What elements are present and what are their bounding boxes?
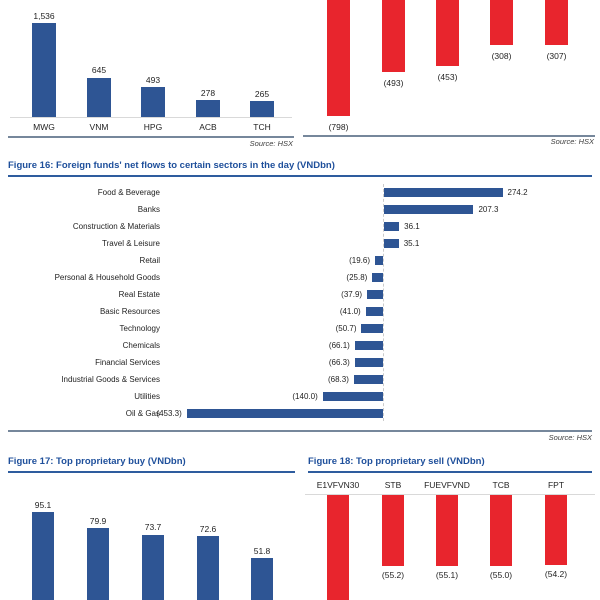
value-label: (55.0)	[489, 570, 513, 580]
source-note: Source: HSX	[550, 137, 594, 146]
bar	[372, 273, 383, 282]
value-label: 645	[91, 65, 107, 76]
category-label: HPG	[143, 121, 163, 132]
value-label: 265	[254, 88, 270, 99]
value-label: 493	[145, 74, 161, 85]
value-label: 35.1	[403, 238, 420, 248]
bar	[384, 188, 503, 197]
category-label: VNM	[89, 121, 109, 132]
x-axis-line	[305, 494, 595, 495]
category-label: FPT	[547, 480, 565, 490]
value-label: (55.1)	[435, 570, 459, 581]
value-label: (140.0)	[292, 391, 318, 401]
value-label: (37.9)	[341, 289, 363, 299]
category-label: Industrial Goods & Services	[61, 374, 160, 384]
bar	[142, 535, 164, 600]
value-label: (68.3)	[327, 374, 349, 384]
bar	[187, 409, 384, 418]
bar	[436, 495, 458, 567]
value-label: 51.8	[253, 545, 271, 556]
value-label: 36.1	[404, 221, 420, 231]
value-label: (66.1)	[328, 340, 350, 350]
category-label: FUEVFVND	[424, 480, 470, 490]
bar	[384, 205, 474, 214]
bar	[32, 23, 56, 117]
value-label: 1,536	[33, 10, 55, 21]
bar	[384, 239, 399, 248]
bar	[545, 0, 568, 45]
bar	[327, 495, 349, 600]
category-label: Banks	[137, 204, 160, 214]
category-label: Food & Beverage	[97, 187, 160, 197]
category-label: TCB	[492, 480, 510, 490]
bar	[323, 392, 384, 401]
source-note: Source: HSX	[249, 139, 293, 148]
value-label: (55.2)	[381, 570, 405, 581]
category-label: STB	[384, 480, 402, 490]
figure16-title: Figure 16: Foreign funds' net flows to certain sectors in the day (VNDbn)	[8, 160, 335, 171]
value-label: (307)	[546, 51, 567, 62]
value-label: (66.3)	[328, 357, 350, 367]
bar	[251, 558, 273, 600]
bar	[196, 100, 220, 117]
figure17-title-underline	[8, 471, 295, 473]
category-label: Personal & Household Goods	[54, 272, 160, 282]
divider-line	[8, 136, 294, 138]
figure18-title-underline	[308, 471, 592, 473]
figure17-title: Figure 17: Top proprietary buy (VNDbn)	[8, 456, 186, 467]
bar	[382, 0, 405, 72]
value-label: (50.7)	[335, 323, 357, 333]
value-label: (798)	[328, 122, 349, 133]
category-label: Construction & Materials	[72, 221, 160, 231]
bar	[366, 307, 384, 316]
category-label: Financial Services	[95, 357, 160, 367]
value-label: 73.7	[144, 522, 162, 533]
value-label: (54.2)	[544, 568, 568, 579]
value-label: (19.6)	[349, 255, 370, 265]
x-axis-line	[10, 117, 292, 118]
bar	[87, 78, 111, 118]
category-label: Retail	[139, 255, 160, 265]
category-label: Technology	[119, 323, 160, 333]
value-label: 278	[200, 87, 216, 98]
category-label: TCH	[253, 121, 271, 132]
source-note: Source: HSX	[548, 433, 592, 442]
value-label: 72.6	[199, 523, 217, 534]
figure16-title-underline	[8, 175, 592, 177]
bar	[384, 222, 400, 231]
bar	[367, 290, 383, 299]
value-label: 95.1	[34, 499, 52, 510]
zero-axis-line	[383, 184, 384, 421]
bar	[197, 536, 219, 600]
value-label: (41.0)	[339, 306, 361, 316]
category-label: Chemicals	[122, 340, 160, 350]
figure18-title: Figure 18: Top proprietary sell (VNDbn)	[308, 456, 485, 467]
bar	[375, 256, 384, 265]
bar	[354, 375, 384, 384]
bar	[355, 358, 384, 367]
category-label: Real Estate	[118, 289, 160, 299]
category-label: MWG	[33, 121, 55, 132]
bar	[327, 0, 350, 116]
bar	[436, 0, 459, 66]
value-label: 274.2	[507, 187, 528, 197]
value-label: (308)	[491, 51, 512, 62]
bar	[87, 528, 109, 600]
category-label: Utilities	[134, 391, 160, 401]
bar	[361, 324, 383, 333]
category-label: Basic Resources	[99, 306, 160, 316]
category-label: E1VFVN30	[316, 480, 360, 490]
bar	[545, 495, 567, 565]
bar	[250, 101, 274, 117]
bar	[141, 87, 165, 117]
value-label: 207.3	[478, 204, 499, 214]
bar	[355, 341, 384, 350]
bar	[32, 512, 54, 600]
value-label: (453.3)	[156, 408, 182, 418]
category-label: ACB	[199, 121, 217, 132]
category-label: Oil & Gas	[125, 408, 160, 418]
value-label: (453)	[437, 72, 458, 83]
bar	[490, 0, 513, 45]
bar	[382, 495, 404, 567]
bar	[490, 495, 512, 567]
category-label: Travel & Leisure	[102, 238, 160, 248]
divider-line	[8, 430, 592, 432]
value-label: (25.8)	[346, 272, 368, 282]
value-label: (493)	[383, 78, 404, 89]
value-label: 79.9	[89, 515, 107, 526]
